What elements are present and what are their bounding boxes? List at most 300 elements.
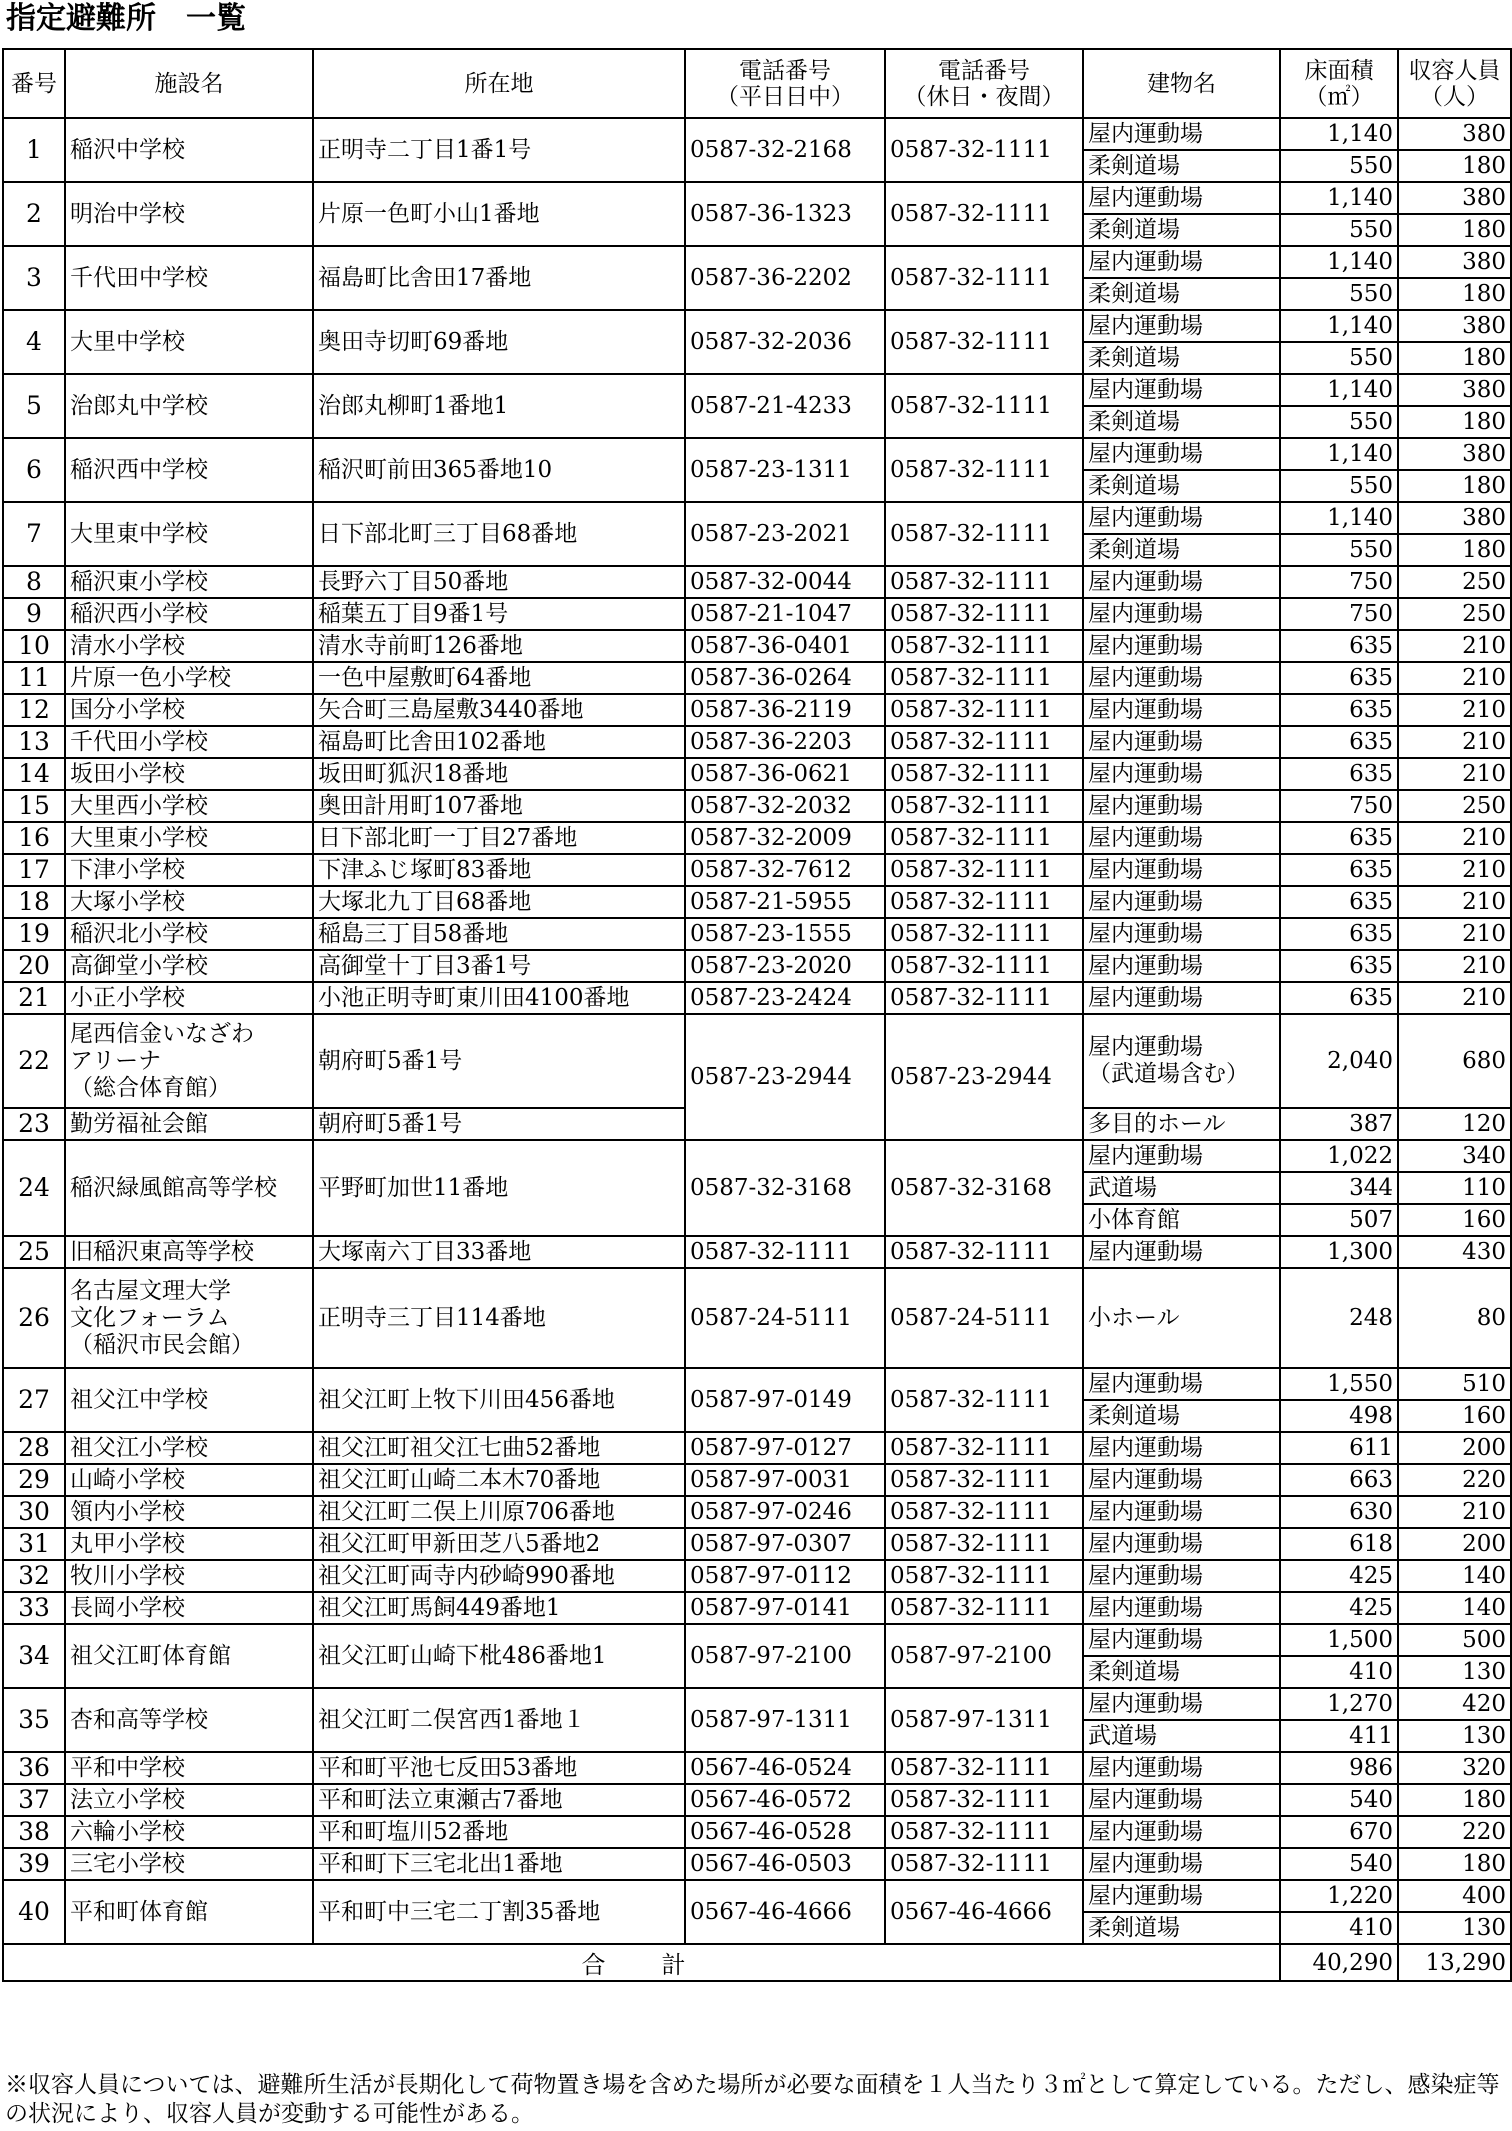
capacity: 210 xyxy=(1398,694,1511,726)
building-name: 屋内運動場 xyxy=(1083,694,1280,726)
facility-address: 平和町法立東瀬古7番地 xyxy=(313,1784,685,1816)
building-name: 屋内運動場 xyxy=(1083,758,1280,790)
facility-number: 40 xyxy=(3,1880,65,1944)
facility-address: 矢合町三島屋敷3440番地 xyxy=(313,694,685,726)
capacity: 680 xyxy=(1398,1014,1511,1108)
capacity: 110 xyxy=(1398,1172,1511,1204)
capacity: 210 xyxy=(1398,1496,1511,1528)
building-name: 屋内運動場 xyxy=(1083,822,1280,854)
capacity: 180 xyxy=(1398,342,1511,374)
phone-holiday: 0587-32-1111 xyxy=(885,790,1083,822)
capacity: 500 xyxy=(1398,1624,1511,1656)
table-row xyxy=(3,982,1511,1014)
table-row xyxy=(3,1752,1511,1784)
facility-address: 福島町比舎田17番地 xyxy=(313,246,685,310)
facility-name: 六輪小学校 xyxy=(65,1816,313,1848)
facility-address: 稲沢町前田365番地10 xyxy=(313,438,685,502)
facility-name: 尾西信金いなざわ アリーナ （総合体育館） xyxy=(65,1014,313,1108)
phone-holiday: 0587-32-1111 xyxy=(885,1784,1083,1816)
facility-address: 日下部北町一丁目27番地 xyxy=(313,822,685,854)
phone-weekday: 0587-23-1555 xyxy=(685,918,885,950)
table-row xyxy=(3,1816,1511,1848)
table-row xyxy=(3,1368,1511,1400)
capacity: 380 xyxy=(1398,182,1511,214)
building-name: 屋内運動場 xyxy=(1083,982,1280,1014)
facility-name: 大里中学校 xyxy=(65,310,313,374)
building-name: 柔剣道場 xyxy=(1083,150,1280,182)
capacity: 420 xyxy=(1398,1688,1511,1720)
facility-number: 15 xyxy=(3,790,65,822)
facility-address: 大塚南六丁目33番地 xyxy=(313,1236,685,1268)
building-name: 屋内運動場 xyxy=(1083,566,1280,598)
table-row xyxy=(3,1560,1511,1592)
phone-holiday: 0587-32-1111 xyxy=(885,566,1083,598)
table-row xyxy=(3,1236,1511,1268)
facility-number: 27 xyxy=(3,1368,65,1432)
phone-holiday: 0587-32-3168 xyxy=(885,1140,1083,1236)
table-body xyxy=(3,118,1511,1944)
floor-area: 663 xyxy=(1280,1464,1398,1496)
phone-weekday: 0587-97-0149 xyxy=(685,1368,885,1432)
floor-area: 1,500 xyxy=(1280,1624,1398,1656)
phone-holiday: 0587-32-1111 xyxy=(885,662,1083,694)
facility-address: 大塚北九丁目68番地 xyxy=(313,886,685,918)
floor-area: 387 xyxy=(1280,1108,1398,1140)
phone-holiday: 0587-32-1111 xyxy=(885,438,1083,502)
phone-holiday: 0587-32-1111 xyxy=(885,1848,1083,1880)
facility-name: 祖父江町体育館 xyxy=(65,1624,313,1688)
table-row xyxy=(3,1688,1511,1720)
building-name: 柔剣道場 xyxy=(1083,278,1280,310)
floor-area: 635 xyxy=(1280,694,1398,726)
capacity: 400 xyxy=(1398,1880,1511,1912)
capacity: 180 xyxy=(1398,150,1511,182)
phone-holiday: 0587-32-1111 xyxy=(885,694,1083,726)
capacity: 180 xyxy=(1398,214,1511,246)
building-name: 屋内運動場 xyxy=(1083,726,1280,758)
table-row xyxy=(3,1880,1511,1912)
floor-area: 1,140 xyxy=(1280,118,1398,150)
facility-address: 祖父江町山崎二本木70番地 xyxy=(313,1464,685,1496)
table-row xyxy=(3,1528,1511,1560)
building-name: 屋内運動場 xyxy=(1083,1560,1280,1592)
facility-name: 稲沢中学校 xyxy=(65,118,313,182)
building-name: 多目的ホール xyxy=(1083,1108,1280,1140)
phone-holiday: 0587-32-1111 xyxy=(885,182,1083,246)
header-no: 番号 xyxy=(3,49,65,118)
phone-weekday: 0567-46-0524 xyxy=(685,1752,885,1784)
phone-weekday: 0587-36-0401 xyxy=(685,630,885,662)
building-name: 屋内運動場 xyxy=(1083,1688,1280,1720)
phone-holiday: 0587-32-1111 xyxy=(885,758,1083,790)
building-name: 屋内運動場 xyxy=(1083,1464,1280,1496)
facility-number: 18 xyxy=(3,886,65,918)
floor-area: 550 xyxy=(1280,534,1398,566)
phone-weekday: 0587-97-0141 xyxy=(685,1592,885,1624)
building-name: 小体育館 xyxy=(1083,1204,1280,1236)
facility-name: 千代田小学校 xyxy=(65,726,313,758)
facility-address: 祖父江町両寺内砂崎990番地 xyxy=(313,1560,685,1592)
building-name: 屋内運動場 xyxy=(1083,790,1280,822)
floor-area: 507 xyxy=(1280,1204,1398,1236)
capacity: 180 xyxy=(1398,1848,1511,1880)
table-row xyxy=(3,1432,1511,1464)
phone-holiday: 0587-97-1311 xyxy=(885,1688,1083,1752)
header-address: 所在地 xyxy=(313,49,685,118)
phone-weekday: 0587-21-4233 xyxy=(685,374,885,438)
floor-area: 635 xyxy=(1280,950,1398,982)
building-name: 屋内運動場 xyxy=(1083,886,1280,918)
facility-address: 奥田計用町107番地 xyxy=(313,790,685,822)
facility-name: 祖父江小学校 xyxy=(65,1432,313,1464)
phone-weekday: 0567-46-0572 xyxy=(685,1784,885,1816)
phone-holiday: 0587-32-1111 xyxy=(885,726,1083,758)
table-row xyxy=(3,694,1511,726)
building-name: 屋内運動場 xyxy=(1083,1624,1280,1656)
facility-name: 平和中学校 xyxy=(65,1752,313,1784)
building-name: 屋内運動場 xyxy=(1083,1816,1280,1848)
shelter-table xyxy=(2,48,1512,1982)
floor-area: 1,022 xyxy=(1280,1140,1398,1172)
facility-name: 高御堂小学校 xyxy=(65,950,313,982)
capacity: 120 xyxy=(1398,1108,1511,1140)
floor-area: 750 xyxy=(1280,598,1398,630)
facility-number: 32 xyxy=(3,1560,65,1592)
building-name: 柔剣道場 xyxy=(1083,470,1280,502)
building-name: 屋内運動場 xyxy=(1083,182,1280,214)
facility-name: 大里東小学校 xyxy=(65,822,313,854)
facility-address: 祖父江町山崎下枇486番地1 xyxy=(313,1624,685,1688)
floor-area: 1,140 xyxy=(1280,374,1398,406)
phone-weekday: 0587-36-2119 xyxy=(685,694,885,726)
facility-address: 平和町塩川52番地 xyxy=(313,1816,685,1848)
header-phone-holiday: 電話番号 （休日・夜間） xyxy=(885,49,1083,118)
facility-number: 16 xyxy=(3,822,65,854)
capacity: 210 xyxy=(1398,662,1511,694)
floor-area: 1,140 xyxy=(1280,438,1398,470)
facility-number: 14 xyxy=(3,758,65,790)
phone-weekday: 0587-36-0264 xyxy=(685,662,885,694)
building-name: 屋内運動場 xyxy=(1083,950,1280,982)
capacity: 210 xyxy=(1398,982,1511,1014)
table-row xyxy=(3,1624,1511,1656)
capacity: 180 xyxy=(1398,470,1511,502)
building-name: 屋内運動場 （武道場含む） xyxy=(1083,1014,1280,1108)
building-name: 屋内運動場 xyxy=(1083,1368,1280,1400)
floor-area: 635 xyxy=(1280,886,1398,918)
facility-address: 朝府町5番1号 xyxy=(313,1014,685,1108)
header-capacity: 収容人員 （人） xyxy=(1398,49,1511,118)
capacity: 250 xyxy=(1398,566,1511,598)
building-name: 柔剣道場 xyxy=(1083,214,1280,246)
phone-weekday: 0587-23-1311 xyxy=(685,438,885,502)
phone-weekday: 0587-36-1323 xyxy=(685,182,885,246)
table-row xyxy=(3,758,1511,790)
capacity: 250 xyxy=(1398,598,1511,630)
floor-area: 1,300 xyxy=(1280,1236,1398,1268)
facility-number: 11 xyxy=(3,662,65,694)
phone-holiday: 0587-32-1111 xyxy=(885,854,1083,886)
phone-holiday: 0587-32-1111 xyxy=(885,1560,1083,1592)
table-row xyxy=(3,1848,1511,1880)
phone-weekday: 0587-32-2032 xyxy=(685,790,885,822)
header-phone-weekday: 電話番号 （平日日中） xyxy=(685,49,885,118)
phone-weekday: 0587-32-0044 xyxy=(685,566,885,598)
phone-weekday: 0587-32-1111 xyxy=(685,1236,885,1268)
capacity: 380 xyxy=(1398,374,1511,406)
total-label: 合 計 xyxy=(3,1944,1280,1981)
phone-weekday: 0587-36-2203 xyxy=(685,726,885,758)
facility-name: 三宅小学校 xyxy=(65,1848,313,1880)
floor-area: 344 xyxy=(1280,1172,1398,1204)
facility-address: 祖父江町二俣宮西1番地１ xyxy=(313,1688,685,1752)
floor-area: 1,140 xyxy=(1280,246,1398,278)
table-row xyxy=(3,182,1511,214)
capacity: 130 xyxy=(1398,1720,1511,1752)
facility-number: 20 xyxy=(3,950,65,982)
facility-address: 平野町加世11番地 xyxy=(313,1140,685,1236)
phone-weekday: 0587-97-0246 xyxy=(685,1496,885,1528)
building-name: 屋内運動場 xyxy=(1083,502,1280,534)
table-row xyxy=(3,630,1511,662)
table-row xyxy=(3,246,1511,278)
facility-number: 24 xyxy=(3,1140,65,1236)
floor-area: 550 xyxy=(1280,214,1398,246)
capacity: 380 xyxy=(1398,246,1511,278)
floor-area: 750 xyxy=(1280,566,1398,598)
facility-address: 朝府町5番1号 xyxy=(313,1108,685,1140)
building-name: 屋内運動場 xyxy=(1083,1880,1280,1912)
facility-name: 大里西小学校 xyxy=(65,790,313,822)
capacity: 130 xyxy=(1398,1912,1511,1944)
capacity: 210 xyxy=(1398,918,1511,950)
facility-name: 領内小学校 xyxy=(65,1496,313,1528)
capacity: 200 xyxy=(1398,1528,1511,1560)
capacity: 180 xyxy=(1398,534,1511,566)
table-row xyxy=(3,662,1511,694)
phone-holiday: 0587-32-1111 xyxy=(885,1464,1083,1496)
floor-area: 1,270 xyxy=(1280,1688,1398,1720)
facility-name: 杏和高等学校 xyxy=(65,1688,313,1752)
capacity: 160 xyxy=(1398,1204,1511,1236)
phone-holiday: 0587-32-1111 xyxy=(885,950,1083,982)
capacity: 80 xyxy=(1398,1268,1511,1368)
facility-number: 29 xyxy=(3,1464,65,1496)
facility-number: 9 xyxy=(3,598,65,630)
phone-weekday: 0567-46-0503 xyxy=(685,1848,885,1880)
facility-number: 33 xyxy=(3,1592,65,1624)
building-name: 武道場 xyxy=(1083,1720,1280,1752)
capacity: 180 xyxy=(1398,278,1511,310)
building-name: 屋内運動場 xyxy=(1083,374,1280,406)
table-row xyxy=(3,886,1511,918)
floor-area: 540 xyxy=(1280,1848,1398,1880)
phone-weekday: 0587-23-2021 xyxy=(685,502,885,566)
facility-number: 17 xyxy=(3,854,65,886)
building-name: 屋内運動場 xyxy=(1083,246,1280,278)
facility-address: 祖父江町二俣上川原706番地 xyxy=(313,1496,685,1528)
facility-number: 22 xyxy=(3,1014,65,1108)
facility-number: 13 xyxy=(3,726,65,758)
floor-area: 635 xyxy=(1280,726,1398,758)
phone-weekday: 0587-32-2009 xyxy=(685,822,885,854)
header-floor-area: 床面積 （㎡） xyxy=(1280,49,1398,118)
facility-number: 37 xyxy=(3,1784,65,1816)
phone-weekday: 0587-36-2202 xyxy=(685,246,885,310)
floor-area: 1,220 xyxy=(1280,1880,1398,1912)
floor-area: 2,040 xyxy=(1280,1014,1398,1108)
building-name: 屋内運動場 xyxy=(1083,1528,1280,1560)
total-row xyxy=(3,1944,1511,1981)
total-capacity: 13,290 xyxy=(1398,1944,1511,1981)
building-name: 屋内運動場 xyxy=(1083,1496,1280,1528)
capacity: 380 xyxy=(1398,310,1511,342)
table-row xyxy=(3,1014,1511,1108)
floor-area: 411 xyxy=(1280,1720,1398,1752)
building-name: 屋内運動場 xyxy=(1083,918,1280,950)
total-floor-area: 40,290 xyxy=(1280,1944,1398,1981)
facility-address: 高御堂十丁目3番1号 xyxy=(313,950,685,982)
phone-holiday: 0587-32-1111 xyxy=(885,1432,1083,1464)
capacity: 380 xyxy=(1398,502,1511,534)
phone-weekday: 0587-32-3168 xyxy=(685,1140,885,1236)
capacity: 130 xyxy=(1398,1656,1511,1688)
facility-name: 稲沢東小学校 xyxy=(65,566,313,598)
table-row xyxy=(3,598,1511,630)
phone-holiday: 0587-32-1111 xyxy=(885,1592,1083,1624)
facility-number: 6 xyxy=(3,438,65,502)
capacity: 250 xyxy=(1398,790,1511,822)
phone-weekday: 0587-97-0031 xyxy=(685,1464,885,1496)
facility-address: 福島町比舎田102番地 xyxy=(313,726,685,758)
facility-address: 治郎丸柳町1番地1 xyxy=(313,374,685,438)
phone-holiday: 0587-32-1111 xyxy=(885,918,1083,950)
building-name: 屋内運動場 xyxy=(1083,1848,1280,1880)
table-row xyxy=(3,918,1511,950)
facility-address: 正明寺三丁目114番地 xyxy=(313,1268,685,1368)
capacity: 180 xyxy=(1398,406,1511,438)
floor-area: 550 xyxy=(1280,470,1398,502)
table-row xyxy=(3,1496,1511,1528)
floor-area: 550 xyxy=(1280,278,1398,310)
capacity: 380 xyxy=(1398,118,1511,150)
facility-number: 23 xyxy=(3,1108,65,1140)
facility-name: 牧川小学校 xyxy=(65,1560,313,1592)
floor-area: 635 xyxy=(1280,758,1398,790)
floor-area: 1,140 xyxy=(1280,502,1398,534)
facility-number: 34 xyxy=(3,1624,65,1688)
facility-address: 祖父江町甲新田芝八5番地2 xyxy=(313,1528,685,1560)
facility-address: 坂田町狐沢18番地 xyxy=(313,758,685,790)
facility-name: 稲沢西小学校 xyxy=(65,598,313,630)
phone-holiday: 0587-32-1111 xyxy=(885,1236,1083,1268)
building-name: 屋内運動場 xyxy=(1083,1784,1280,1816)
phone-weekday: 0587-24-5111 xyxy=(685,1268,885,1368)
facility-name: 山崎小学校 xyxy=(65,1464,313,1496)
facility-address: 小池正明寺町東川田4100番地 xyxy=(313,982,685,1014)
capacity: 430 xyxy=(1398,1236,1511,1268)
table-row xyxy=(3,1140,1511,1172)
phone-holiday: 0587-32-1111 xyxy=(885,502,1083,566)
building-name: 柔剣道場 xyxy=(1083,1912,1280,1944)
phone-weekday: 0567-46-0528 xyxy=(685,1816,885,1848)
facility-number: 5 xyxy=(3,374,65,438)
facility-number: 2 xyxy=(3,182,65,246)
capacity: 380 xyxy=(1398,438,1511,470)
table-row xyxy=(3,1268,1511,1368)
floor-area: 1,550 xyxy=(1280,1368,1398,1400)
capacity: 140 xyxy=(1398,1592,1511,1624)
phone-holiday: 0587-23-2944 xyxy=(885,1014,1083,1140)
building-name: 屋内運動場 xyxy=(1083,1432,1280,1464)
phone-holiday: 0587-32-1111 xyxy=(885,1816,1083,1848)
building-name: 屋内運動場 xyxy=(1083,118,1280,150)
facility-number: 31 xyxy=(3,1528,65,1560)
facility-name: 千代田中学校 xyxy=(65,246,313,310)
facility-number: 7 xyxy=(3,502,65,566)
floor-area: 750 xyxy=(1280,790,1398,822)
capacity: 220 xyxy=(1398,1464,1511,1496)
floor-area: 635 xyxy=(1280,630,1398,662)
floor-area: 248 xyxy=(1280,1268,1398,1368)
facility-address: 稲葉五丁目9番1号 xyxy=(313,598,685,630)
phone-weekday: 0587-97-1311 xyxy=(685,1688,885,1752)
facility-name: 旧稲沢東高等学校 xyxy=(65,1236,313,1268)
floor-area: 540 xyxy=(1280,1784,1398,1816)
facility-address: 一色中屋敷町64番地 xyxy=(313,662,685,694)
phone-holiday: 0587-32-1111 xyxy=(885,310,1083,374)
capacity: 200 xyxy=(1398,1432,1511,1464)
facility-number: 25 xyxy=(3,1236,65,1268)
facility-name: 片原一色小学校 xyxy=(65,662,313,694)
facility-name: 下津小学校 xyxy=(65,854,313,886)
capacity: 220 xyxy=(1398,1816,1511,1848)
building-name: 屋内運動場 xyxy=(1083,310,1280,342)
facility-number: 36 xyxy=(3,1752,65,1784)
facility-address: 奥田寺切町69番地 xyxy=(313,310,685,374)
floor-area: 550 xyxy=(1280,150,1398,182)
facility-number: 38 xyxy=(3,1816,65,1848)
page-title: 指定避難所 一覧 xyxy=(6,1,246,36)
facility-number: 19 xyxy=(3,918,65,950)
building-name: 柔剣道場 xyxy=(1083,406,1280,438)
phone-weekday: 0567-46-4666 xyxy=(685,1880,885,1944)
table-row xyxy=(3,950,1511,982)
floor-area: 410 xyxy=(1280,1912,1398,1944)
facility-number: 1 xyxy=(3,118,65,182)
facility-number: 4 xyxy=(3,310,65,374)
facility-address: 片原一色町小山1番地 xyxy=(313,182,685,246)
facility-address: 祖父江町馬飼449番地1 xyxy=(313,1592,685,1624)
facility-address: 平和町平池七反田53番地 xyxy=(313,1752,685,1784)
phone-weekday: 0587-32-2036 xyxy=(685,310,885,374)
building-name: 屋内運動場 xyxy=(1083,662,1280,694)
facility-number: 8 xyxy=(3,566,65,598)
table-row xyxy=(3,1784,1511,1816)
facility-number: 28 xyxy=(3,1432,65,1464)
phone-weekday: 0587-21-5955 xyxy=(685,886,885,918)
facility-name: 稲沢緑風館高等学校 xyxy=(65,1140,313,1236)
facility-number: 39 xyxy=(3,1848,65,1880)
capacity: 180 xyxy=(1398,1784,1511,1816)
facility-name: 清水小学校 xyxy=(65,630,313,662)
phone-holiday: 0587-24-5111 xyxy=(885,1268,1083,1368)
phone-holiday: 0587-32-1111 xyxy=(885,246,1083,310)
table-row xyxy=(3,566,1511,598)
phone-holiday: 0587-32-1111 xyxy=(885,822,1083,854)
facility-address: 下津ふじ塚町83番地 xyxy=(313,854,685,886)
facility-name: 勤労福祉会館 xyxy=(65,1108,313,1140)
